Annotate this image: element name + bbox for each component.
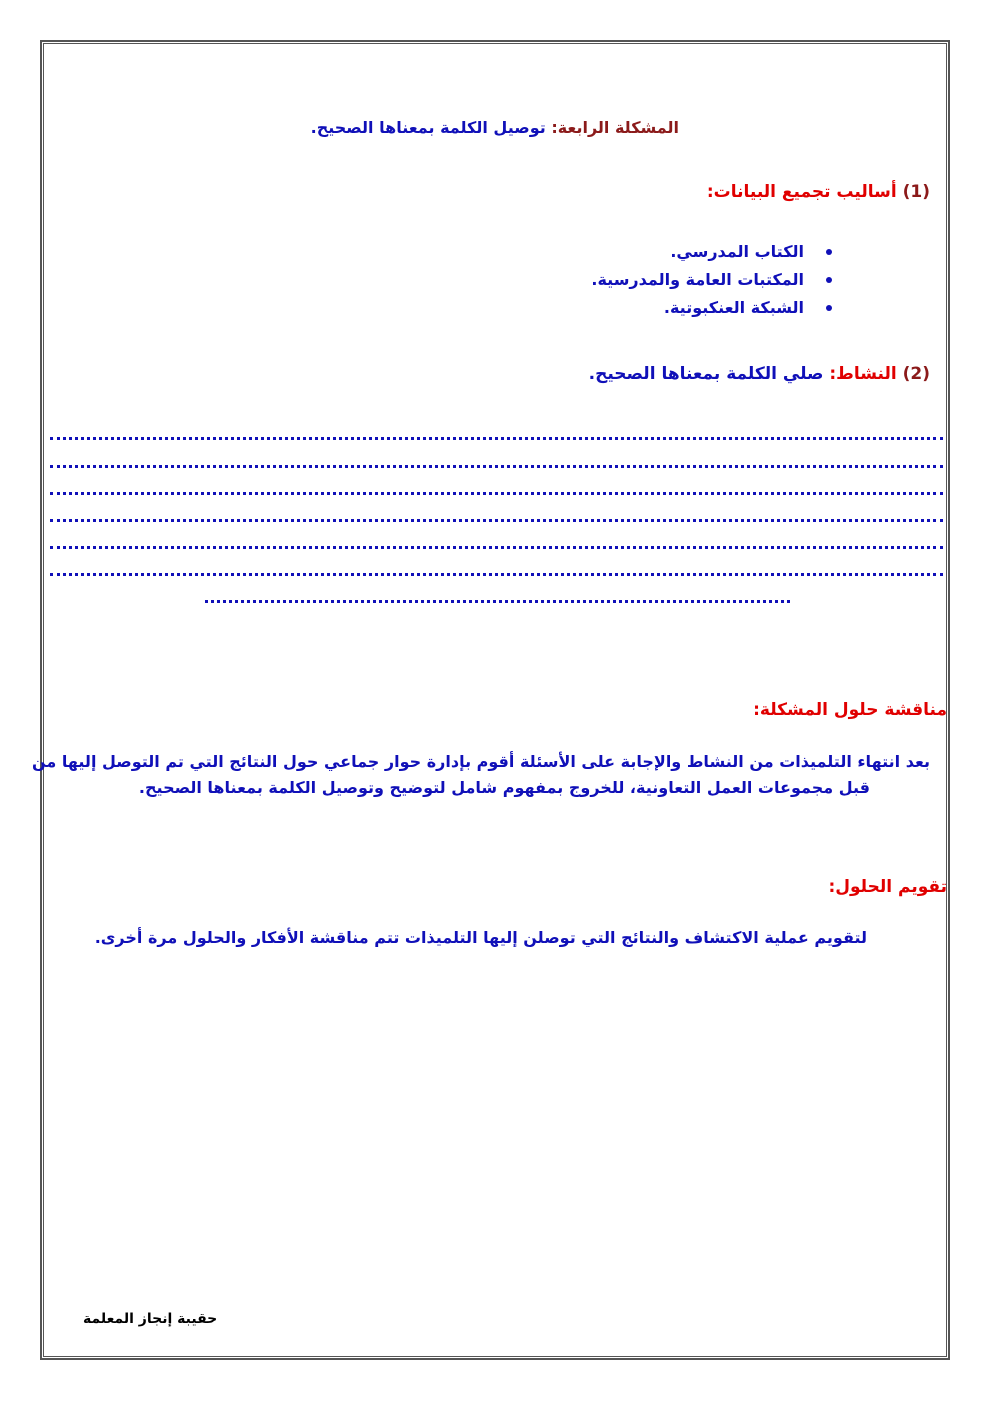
section2-text: صلي الكلمة بمعناها الصحيح.: [588, 364, 824, 384]
answer-line: [50, 519, 943, 522]
section2-heading: [589, 364, 930, 384]
section1-number: (1): [902, 182, 930, 202]
footer-text: حقيبة إنجاز المعلمة: [83, 1311, 218, 1327]
section2-number: (2): [902, 364, 930, 384]
discussion-paragraph: [31, 749, 930, 801]
answer-line: [50, 492, 943, 495]
bullet-icon: [826, 305, 832, 311]
problem-heading: [311, 118, 679, 137]
section1-heading: [707, 182, 930, 202]
evaluation-text: لتقويم عملية الاكتشاف والنتائج التي توصلن إليها التلميذات تتم مناقشة الأفكار والحلول مرة أخرى.: [94, 928, 867, 947]
discussion-heading: مناقشة حلول المشكلة:: [753, 700, 947, 720]
list-item: المكتبات العامة والمدرسية.: [591, 266, 832, 294]
section1-title: أساليب تجميع البيانات:: [706, 182, 897, 202]
data-sources-list: [591, 238, 832, 322]
problem-label: المشكلة الرابعة:: [551, 118, 679, 137]
answer-line: [50, 573, 943, 576]
discussion-line-1: بعد انتهاء التلميذات من النشاط والإجابة على الأسئلة أقوم بإدارة حوار جماعي حول النتائج التي تم التوصل إليها من: [31, 752, 930, 771]
bullet-icon: [826, 249, 832, 255]
answer-line: [50, 465, 943, 468]
discussion-line-2: قبل مجموعات العمل التعاونية، للخروج بمفهوم شامل لتوضيح وتوصيل الكلمة بمعناها الصحيح.: [138, 778, 870, 797]
answer-line: [50, 546, 943, 549]
evaluation-heading: تقويم الحلول:: [828, 877, 947, 897]
answer-line: [205, 600, 790, 603]
list-item: الشبكة العنكبوتية.: [591, 294, 832, 322]
list-item: الكتاب المدرسي.: [591, 238, 832, 266]
problem-title: توصيل الكلمة بمعناها الصحيح.: [310, 118, 546, 137]
answer-line: [50, 437, 943, 440]
section2-label: النشاط:: [829, 364, 897, 384]
bullet-icon: [826, 277, 832, 283]
